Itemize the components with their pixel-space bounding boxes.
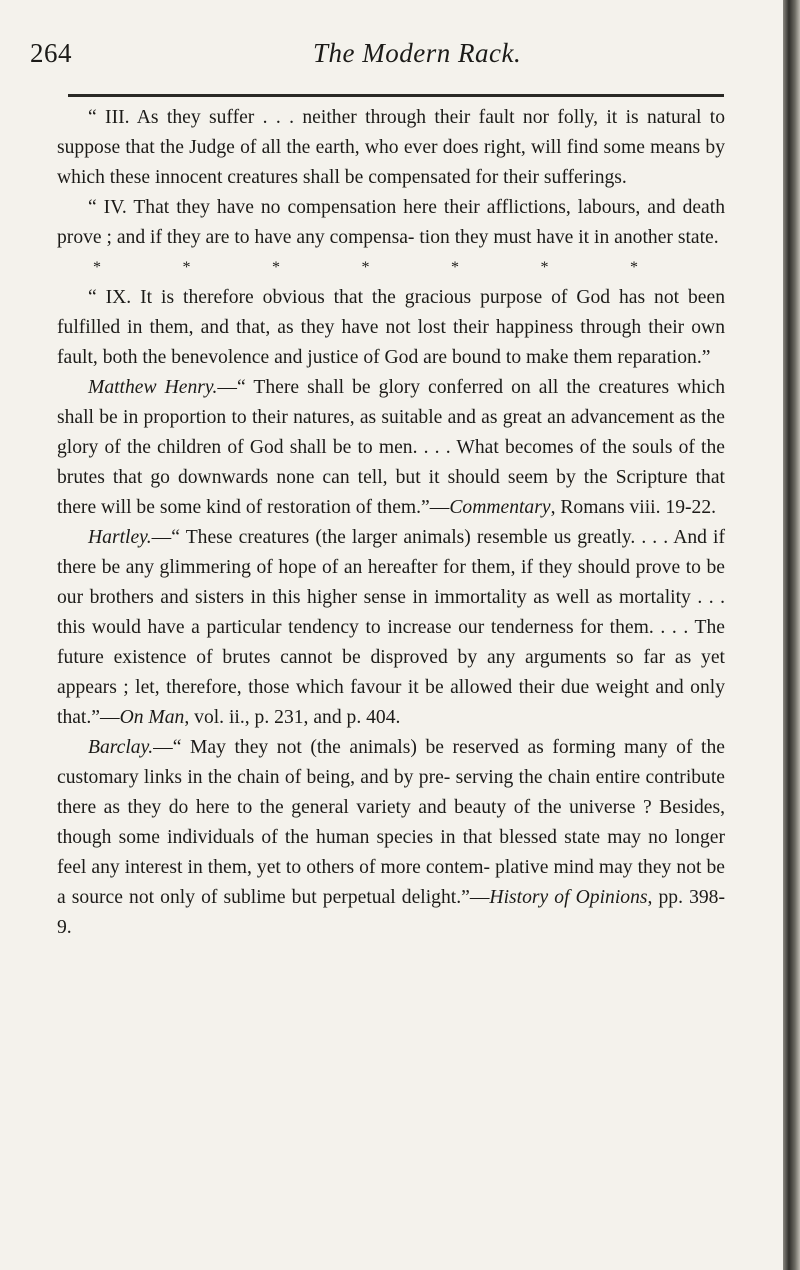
quote-reference: , vol. ii., p. 231, and p. 404. [184, 707, 401, 728]
quote-reference: , pp. 398-9. [57, 887, 726, 938]
quote-author: Matthew Henry. [88, 377, 218, 398]
quote-text: —“ There shall be glory conferred on all the creatures which shall be in proportion to their natures, as suitable and as great an advancement as the glory of the children of God shall be to men. . . . What becomes of the souls of the brutes that go downwards none can tell, but it should seem by the Scripture that there will be some kind of restoration of them.”— [57, 377, 725, 518]
quote-barclay [57, 733, 725, 943]
header-rule [68, 94, 724, 97]
running-header [30, 38, 730, 78]
page-number: 264 [30, 38, 72, 68]
ellipsis-stars [93, 253, 638, 283]
star: * [182, 259, 191, 276]
body-text [57, 103, 725, 943]
star: * [93, 259, 101, 276]
star: * [451, 259, 459, 276]
quote-text: —“ These creatures (the larger animals) resemble us greatly. . . . And if there be any glimmering of hope of an hereafter for them, if they should prove to be our brothers and sisters in this higher sense in immortality as well as mortality . . . this would have a particular tendency to increase our tenderness for them. . . . The future existence of brutes cannot be disproved by any arguments so far as yet appears ; let, therefore, those which favour it be allowed their due weight and only that.”— [57, 527, 725, 728]
quote-author: Barclay. [88, 737, 154, 758]
quote-author: Hartley. [88, 527, 152, 548]
star: * [540, 259, 549, 276]
page-edge-shadow [783, 0, 800, 1270]
star: * [272, 259, 280, 276]
quote-reference: , Romans viii. 19-22. [550, 497, 717, 518]
paragraph-iv: “ IV. That they have no compensation here their afflictions, labours, and death prove ; and if they are to have any compensa- tion they must have it in another state. [57, 197, 725, 248]
paragraph-iii: “ III. As they suffer . . . neither through their fault nor folly, it is natural to suppose that the Judge of all the earth, who ever does right, will find some means by which these innocent creatures shall be compensated for their sufferings. [57, 107, 725, 188]
quote-text: —“ May they not (the animals) be reserved as forming many of the customary links in the chain of being, and by pre- serving the chain entire contribute there as they do here to the general variety and beauty of the universe ? Besides, though some individuals of the human species in that blessed state may no longer feel any interest in them, yet to others of more contem- plative mind may they not be a source not only of sublime but perpetual delight.”— [57, 737, 725, 908]
quote-source: History of Opinions [489, 887, 648, 908]
star: * [361, 259, 370, 276]
quote-source: On Man [119, 707, 185, 728]
quote-matthew-henry [57, 373, 725, 523]
paragraph-ix: “ IX. It is therefore obvious that the gracious purpose of God has not been fulfilled in them, and that, as they have not lost their happiness through their own fault, both the benevolence and justice of God are bound to make them reparation.” [57, 287, 725, 368]
star: * [630, 259, 638, 276]
quote-hartley [57, 523, 725, 733]
running-title: The Modern Rack. [313, 38, 522, 68]
quote-source: Commentary [449, 497, 551, 518]
